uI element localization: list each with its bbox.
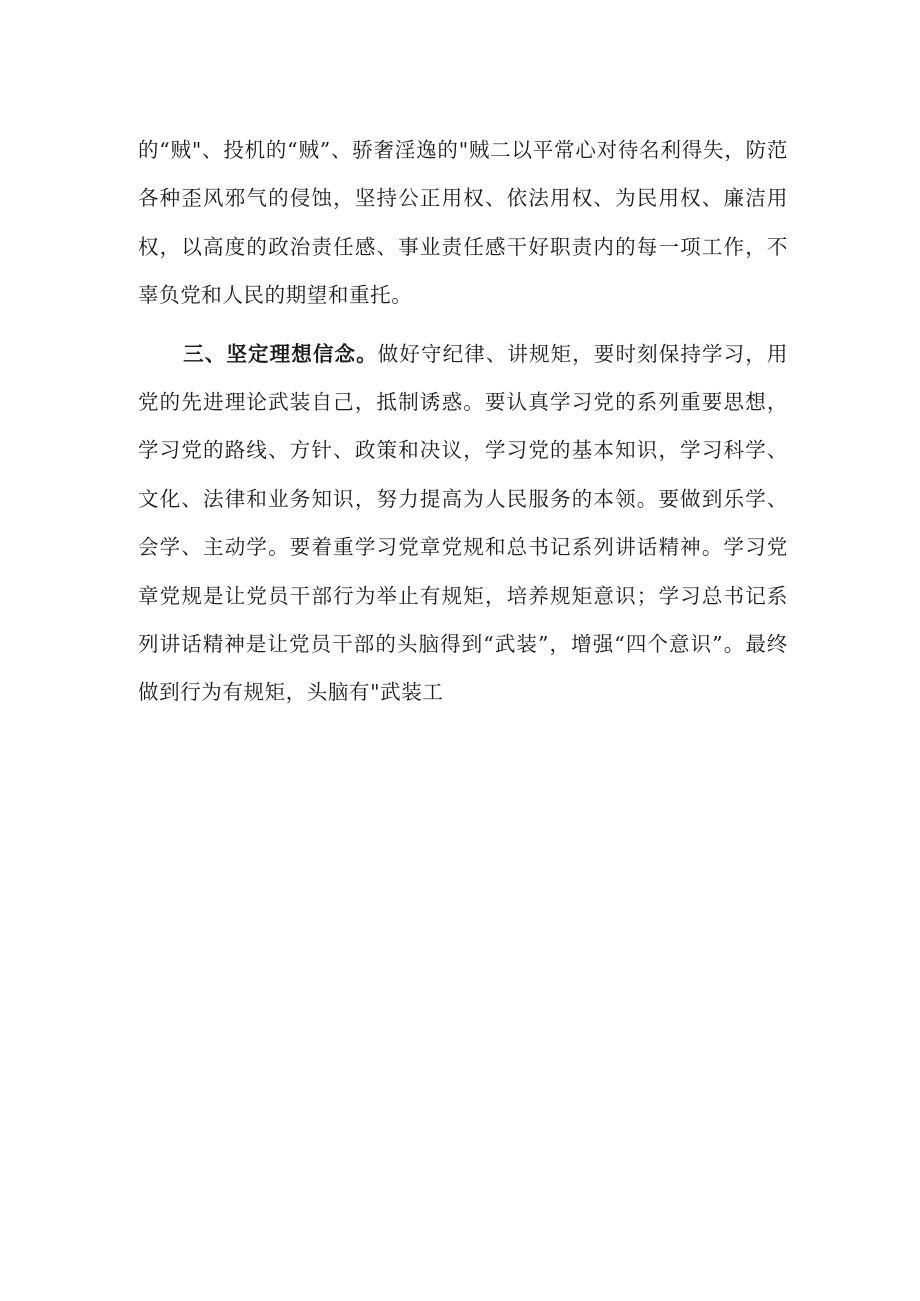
section-heading: 三、坚定理想信念。 [183, 341, 378, 366]
paragraph-continuation [138, 126, 788, 320]
paragraph-section-three [138, 330, 788, 717]
paragraph-text: 的“贼"、投机的“贼”、骄奢淫逸的"贼二以平常心对待名利得失，防范各种歪风邪气的侵蚀，坚持公正用权、依法用权、为民用权、廉洁用权，以高度的政治责任感、事业责任感干好职责内的每一项工作，不辜负党和人民的期望和重托。 [138, 138, 788, 308]
paragraph-text: 做好守纪律、讲规矩，要时刻保持学习，用党的先进理论武装自己，抵制诱惑。要认真学习党的系列重要思想，学习党的路线、方针、政策和决议，学习党的基本知识，学习科学、文化、法律和业务知识，努力提高为人民服务的本领。要做到乐学、会学、主动学。要着重学习党章党规和总书记系列讲话精神。学习党章党规是让党员干部行为举止有规矩，培养规矩意识；学习总书记系列讲话精神是让党员干部的头脑得到“武装”，增强“四个意识”。最终做到行为有规矩，头脑有"武装工 [138, 341, 788, 705]
document-body [138, 126, 788, 717]
